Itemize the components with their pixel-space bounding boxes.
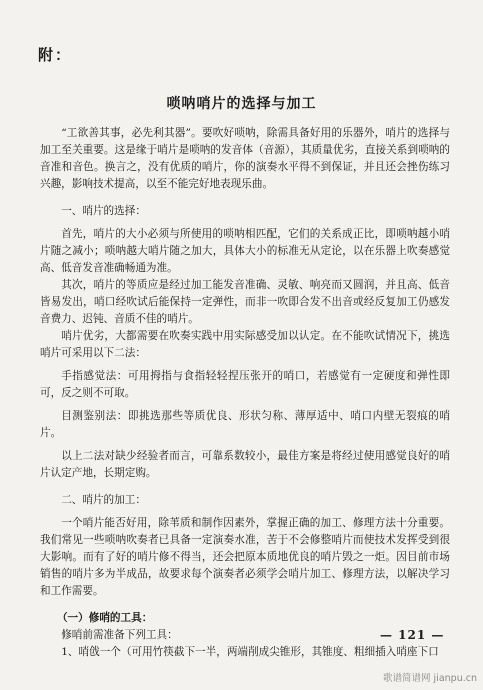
section-1-paragraph-3: 哨片优劣，大都需要在吹奏实践中用实际感受加以认定。在不能吹试情况下，挑选哨片可采用以下二法：	[40, 330, 450, 359]
page-number: — 121 —	[380, 628, 445, 642]
page-title: 唢呐哨片的选择与加工	[166, 96, 317, 112]
appendix-label: 附：	[38, 46, 73, 64]
section-1-paragraph-4: 手指感觉法：可用拇指与食指轻轻捏压张开的哨口，若感觉有一定硬度和弹性即可，反之则不可取。	[40, 370, 450, 399]
section-1-paragraph-1: 首先，哨片的大小必须与所使用的唢呐相匹配，它们的关系成正比，即唢呐越小哨片随之减小；唢呐越大哨片随之加大，具体大小的标准无从定论，以在乐器上吹奏感觉高、低音发音准确畅通为准。	[40, 228, 450, 274]
document-body	[40, 125, 450, 661]
section-2-heading: 二、哨片的加工：	[61, 494, 146, 506]
section-1-paragraph-2: 其次，哨片的等质应是经过加工能发音准确、灵敏、响亮而又圆润，并且高、低音皆易发出，哨口经吹试后能保持一定弹性，而非一吹即合发不出音或经反复加工仍感发音费力、迟钝、音质不佳的哨片。	[40, 279, 450, 325]
intro-paragraph: “工欲善其事，必先利其器”。要吹好唢呐，除需具备好用的乐器外，哨片的选择与加工至关重要。这是缘于哨片是唢呐的发音体（音源），其质量优劣，直接关系到唢呐的音准和音色。换言之，没有优质的哨片，你的演奏水平得不到保证，并且还会挫伤练习兴趣，影响技术提高，以至不能完好地表现乐曲。	[40, 127, 450, 190]
section-1-heading: 一、哨片的选择：	[61, 205, 146, 217]
section-2-paragraph-1: 一个哨片能否好用，除苇质和制作因素外，掌握正确的加工、修理方法十分重要。我们常见一些唢呐吹奏者已具备一定演奏水准，苦于不会修整哨片而使技术发挥受到很大影响。而有了好的哨片修不得当，还会把原本质地优良的哨片毁之一炬。因目前市场销售的哨片多为半成品，故要求每个演奏者必须学会哨片加工、修理方法，以解决学习和工作需要。	[40, 517, 450, 597]
section-1-paragraph-5: 目测鉴别法：即挑选那些等质优良、形状匀称、薄厚适中、哨口内壁无裂痕的哨片。	[40, 410, 450, 439]
site-watermark: 歌谱简谱网 jianpu.cn	[383, 673, 477, 684]
section-2-subheading-1: （一）修哨的工具：	[56, 612, 153, 624]
section-2-sub-paragraph-2: 1、哨戗一个（可用竹筷截下一半，两端削成尖锥形，其锥度、粗细插入哨座下口	[61, 646, 439, 658]
section-1-paragraph-6: 以上二法对缺少经验者而言，可靠系数较小，最佳方案是将经过使用感觉良好的哨片认定产地，长期定购。	[40, 450, 450, 479]
section-2-sub-paragraph-1: 修哨前需准备下列工具：	[61, 629, 178, 641]
